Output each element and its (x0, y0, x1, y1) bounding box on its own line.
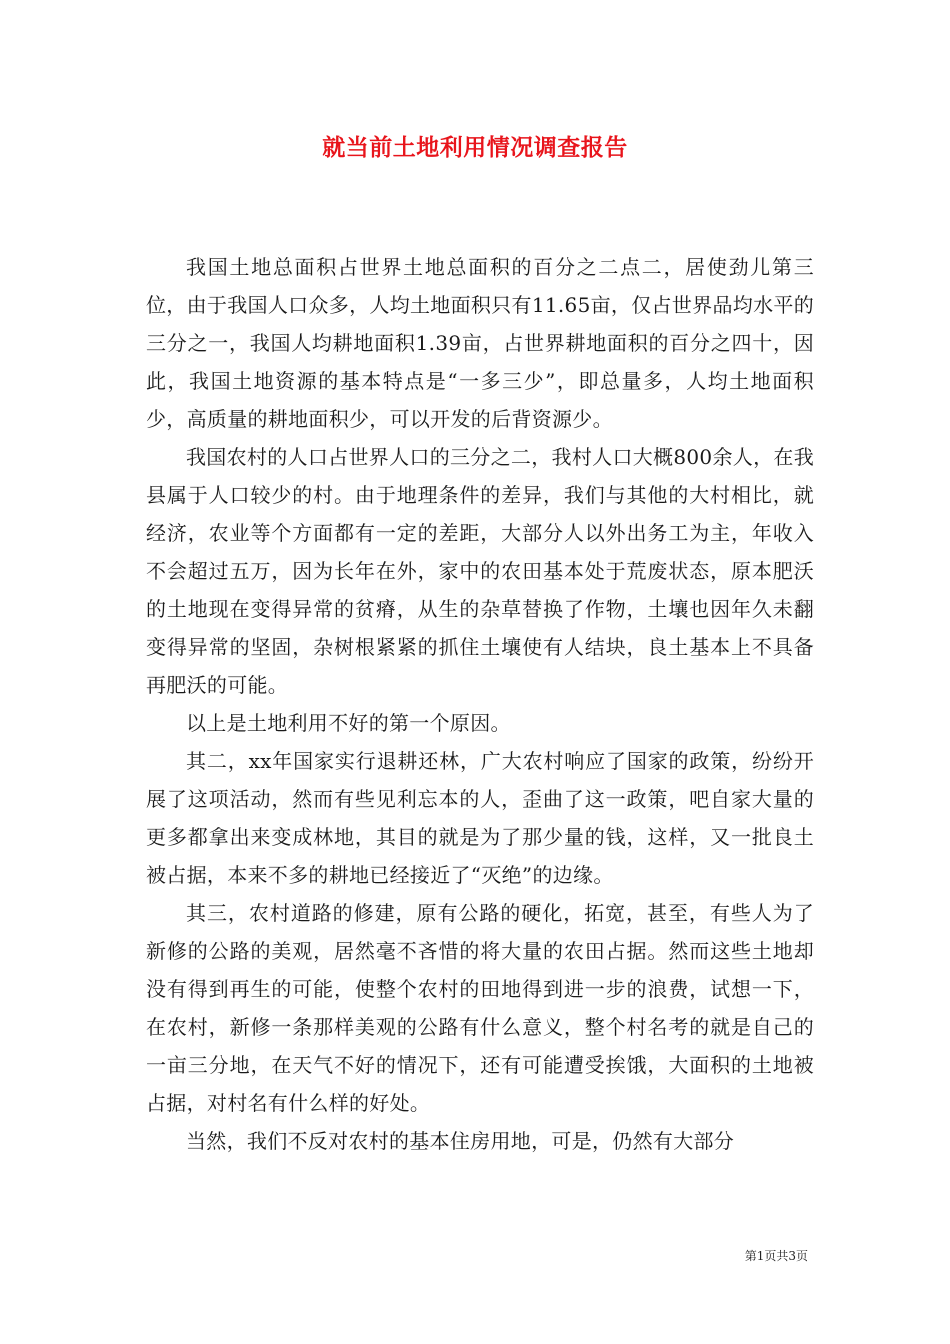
paragraph-3: 以上是土地利用不好的第一个原因。 (186, 711, 511, 735)
paragraph-1: 我国土地总面积占世界土地总面积的百分之二点二，居使劲儿第三位，由于我国人口众多，人均土地面积只有11.65亩，仅占世界品均水平的三分之一，我国人均耕地面积1.39亩，占世界耕地面积的百分之四十，因此，我国土地资源的基本特点是“一多三少”，即总量多，人均土地面积少，高质量的耕地面积少，可以开发的后背资源少。 (146, 255, 814, 431)
paragraph-4: 其二，xx年国家实行退耕还林，广大农村响应了国家的政策，纷纷开展了这项活动，然而有些见利忘本的人，歪曲了这一政策，吧自家大量的更多都拿出来变成林地，其目的就是为了那少量的钱，这样，又一批良土被占据，本来不多的耕地已经接近了“灭绝”的边缘。 (146, 749, 814, 887)
document-body (146, 248, 814, 1160)
paragraph-5: 其三，农村道路的修建，原有公路的硬化，拓宽，甚至，有些人为了新修的公路的美观，居然毫不吝惜的将大量的农田占据。然而这些土地却没有得到再生的可能，使整个农村的田地得到进一步的浪费，试想一下，在农村，新修一条那样美观的公路有什么意义，整个村名考的就是自己的一亩三分地，在天气不好的情况下，还有可能遭受挨饿，大面积的土地被占据，对村名有什么样的好处。 (146, 901, 814, 1115)
paragraph-2: 我国农村的人口占世界人口的三分之二，我村人口大概800余人，在我县属于人口较少的村。由于地理条件的差异，我们与其他的大村相比，就经济，农业等个方面都有一定的差距，大部分人以外出务工为主，年收入不会超过五万，因为长年在外，家中的农田基本处于荒废状态，原本肥沃的土地现在变得异常的贫瘠，从生的杂草替换了作物，土壤也因年久未翻变得异常的坚固，杂树根紧紧的抓住土壤使有人结块，良土基本上不具备再肥沃的可能。 (146, 445, 814, 697)
page-number: 第1页共3页 (744, 1249, 808, 1263)
paragraph-6: 当然，我们不反对农村的基本住房用地，可是，仍然有大部分 (186, 1129, 735, 1153)
document-title: 就当前土地利用情况调查报告 (322, 134, 628, 161)
